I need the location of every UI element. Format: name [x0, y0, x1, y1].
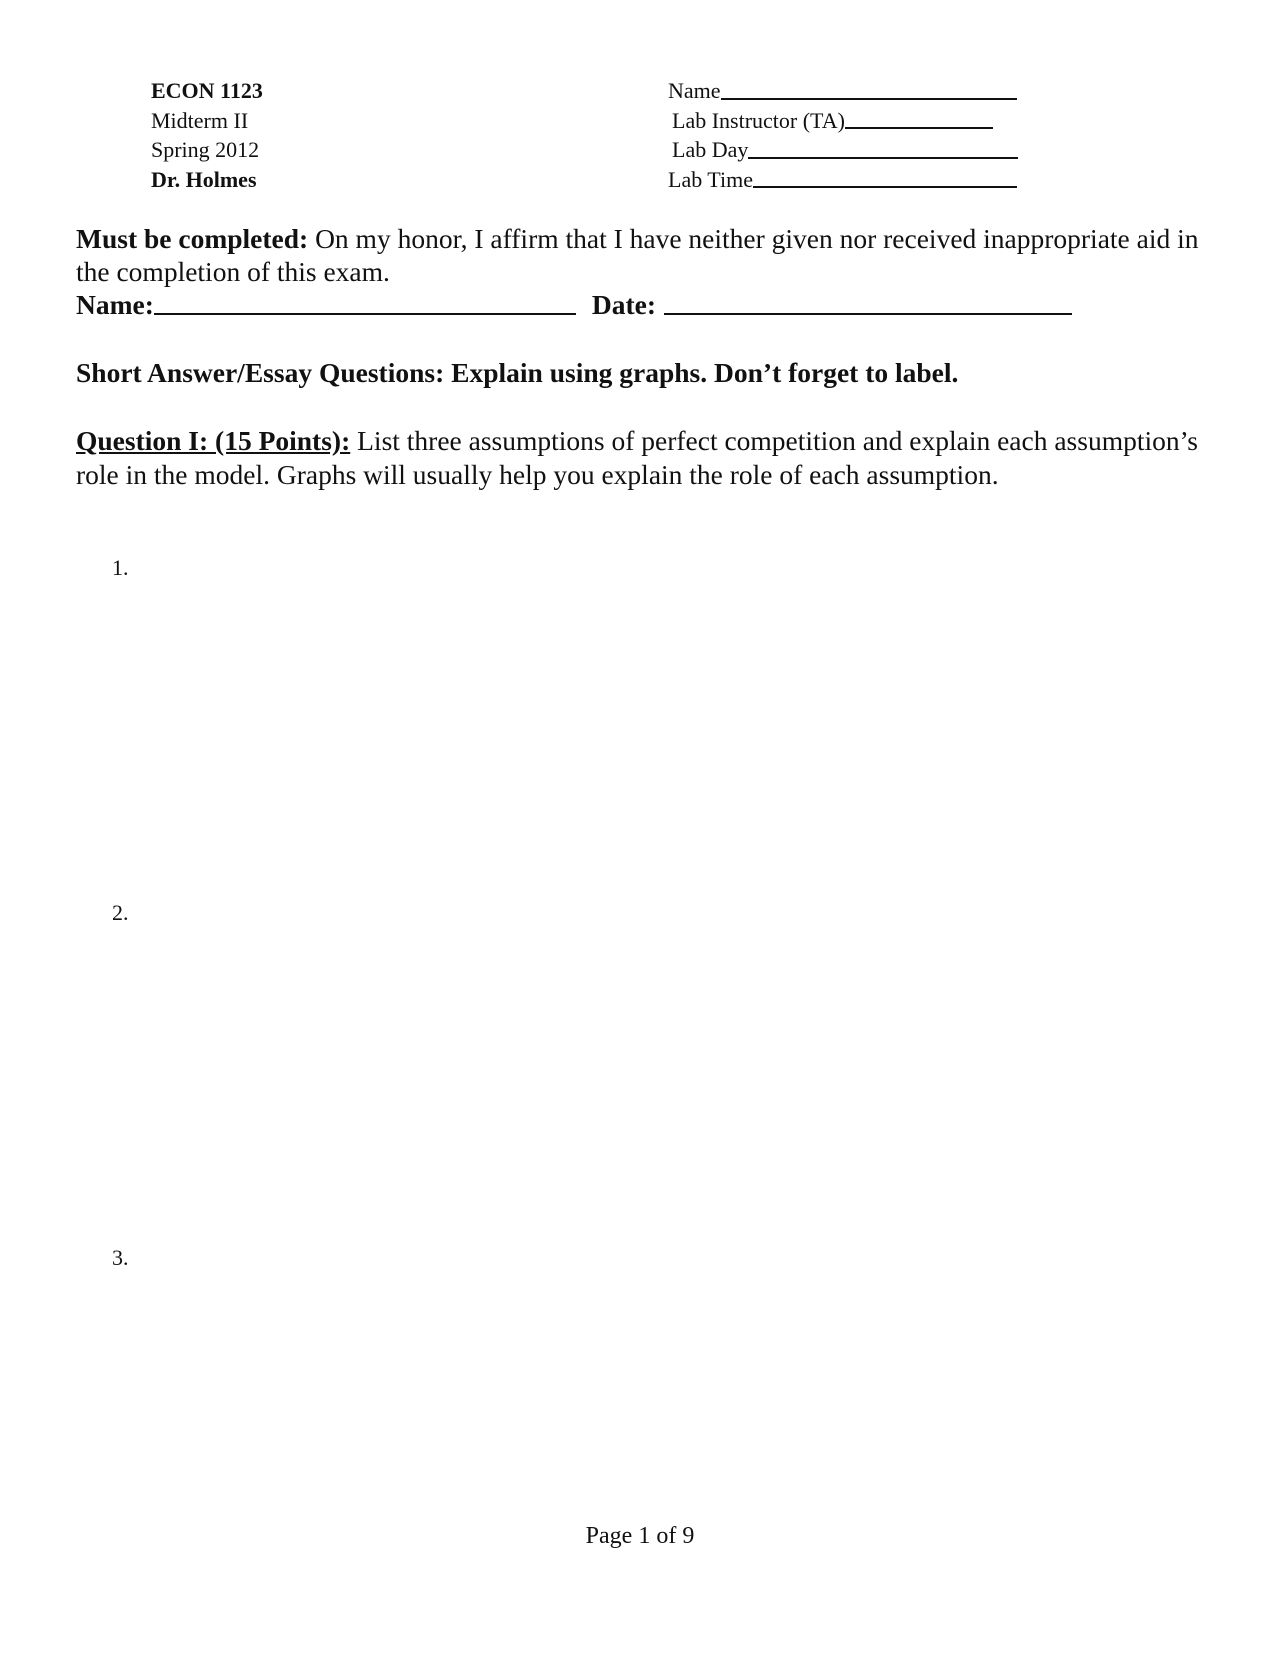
- instructor-name: Dr. Holmes: [151, 166, 257, 192]
- lab-instructor-field-blank[interactable]: [845, 126, 993, 129]
- question-1-heading: Question I: (15 Points):: [76, 425, 351, 456]
- honor-body: On my honor, I affirm that I have neither given nor received inappropriate aid in the completion of this exam.: [76, 223, 1199, 287]
- course-code: ECON 1123: [151, 78, 263, 103]
- exam-term: Spring 2012: [151, 137, 260, 162]
- answer-item-3: 3.: [112, 1245, 129, 1270]
- question-1-text: List three assumptions of perfect competition and explain each assumption’s role in the model. Graphs will usually help you explain the role of each assumption.: [76, 425, 1198, 490]
- honor-statement: [76, 222, 1216, 321]
- lab-time-field-blank[interactable]: [753, 185, 1017, 188]
- honor-lead: Must be completed:: [76, 223, 309, 254]
- signature-row: [76, 288, 1216, 321]
- lab-time-field-label: Lab Time: [668, 166, 753, 192]
- lab-day-field-label: Lab Day: [672, 137, 749, 162]
- name-field-label: Name: [668, 78, 721, 103]
- page-number: Page 1 of 9: [585, 1523, 695, 1549]
- lab-time-field-row: [668, 165, 1018, 195]
- answer-item-2: 2.: [112, 900, 129, 925]
- answer-item-1: 1.: [112, 555, 129, 580]
- lab-day-field-blank[interactable]: [748, 156, 1018, 159]
- course-info: [151, 76, 263, 194]
- honor-text: [76, 222, 1216, 288]
- lab-instructor-field-row: [668, 106, 1018, 136]
- student-info-fields: [668, 76, 1018, 194]
- signature-name-blank[interactable]: [154, 312, 576, 315]
- signature-date-blank[interactable]: [664, 312, 1072, 315]
- name-field-row: [668, 76, 1018, 106]
- name-field-blank[interactable]: [721, 97, 1017, 100]
- question-1: [76, 424, 1206, 491]
- lab-instructor-field-label: Lab Instructor (TA): [672, 107, 845, 133]
- instructions: Short Answer/Essay Questions: Explain using graphs. Don’t forget to label.: [76, 357, 959, 388]
- exam-title: Midterm II: [151, 107, 249, 133]
- lab-day-field-row: [668, 135, 1018, 165]
- signature-name-label: Name:: [76, 289, 154, 320]
- signature-date-label: Date:: [591, 289, 657, 320]
